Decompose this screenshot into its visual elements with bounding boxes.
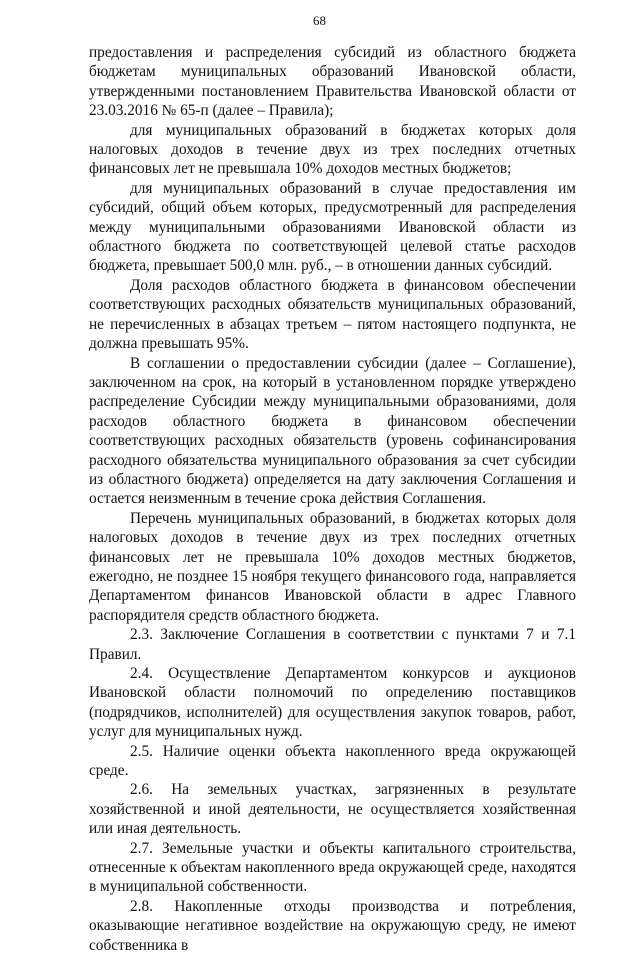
paragraph: для муниципальных образований в бюджетах которых доля налоговых доходов в течение двух из трех последних отчетных финансовых лет не превышала 10% доходов местных бюджетов;: [89, 121, 576, 178]
paragraph: Доля расходов областного бюджета в финансовом обеспечении соответствующих расходных обязательств муниципальных образований, не перечисленных в абзацах третьем – пятом настоящего подпункта, не должна превышать 95%.: [89, 276, 576, 353]
paragraph-item-2-5: 2.5. Наличие оценки объекта накопленного вреда окружающей среде.: [89, 742, 576, 780]
document-body: [89, 43, 576, 955]
paragraph: для муниципальных образований в случае предоставления им субсидий, общий объем которых, предусмотренный для распределения между муниципальными образованиями Ивановской области из областного бюджета по соответствующей целевой статье расходов бюджета, превышает 500,0 млн. руб., – в отношении данных субсидий.: [89, 179, 576, 275]
page-number: 68: [313, 13, 326, 28]
paragraph: Перечень муниципальных образований, в бюджетах которых доля налоговых доходов в течение двух из трех последних отчетных финансовых лет не превышала 10% доходов местных бюджетов, ежегодно, не позднее 15 ноября текущего финансового года, направляется Департаментом финансов Ивановской области в адрес Главного распорядителя средств областного бюджета.: [89, 509, 576, 624]
paragraph: В соглашении о предоставлении субсидии (далее – Соглашение), заключенном на срок, на который в установленном порядке утверждено распределение Субсидии между муниципальными образованиями, доля расходов областного бюджета в финансовом обеспечении соответствующих расходных обязательств (уровень софинансирования расходного обязательства муниципального образования за счет субсидии из областного бюджета) определяется на дату заключения Соглашения и остается неизменным в течение срока действия Соглашения.: [89, 354, 576, 508]
paragraph-item-2-4: 2.4. Осуществление Департаментом конкурсов и аукционов Ивановской области полномочий по определению поставщиков (подрядчиков, исполнителей) для осуществления закупок товаров, работ, услуг для муниципальных нужд.: [89, 665, 576, 741]
paragraph-item-2-3: 2.3. Заключение Соглашения в соответствии с пунктами 7 и 7.1 Правил.: [89, 626, 576, 663]
paragraph-item-2-7: 2.7. Земельные участки и объекты капитального строительства, отнесенные к объектам накопленного вреда окружающей среде, находятся в муниципальной собственности.: [89, 839, 576, 896]
paragraph-item-2-6: 2.6. На земельных участках, загрязненных в результате хозяйственной и иной деятельности, не осуществляется хозяйственная или иная деятельность.: [89, 781, 576, 838]
paragraph-continuation: предоставления и распределения субсидий из областного бюджета бюджетам муниципальных образований Ивановской области, утвержденными постановлением Правительства Ивановской области от 23.03.2016 № 65-п (далее – Правила);: [89, 44, 576, 120]
paragraph-item-2-8: 2.8. Накопленные отходы производства и потребления, оказывающие негативное воздействие на окружающую среду, не имеют собственника в: [89, 897, 576, 954]
